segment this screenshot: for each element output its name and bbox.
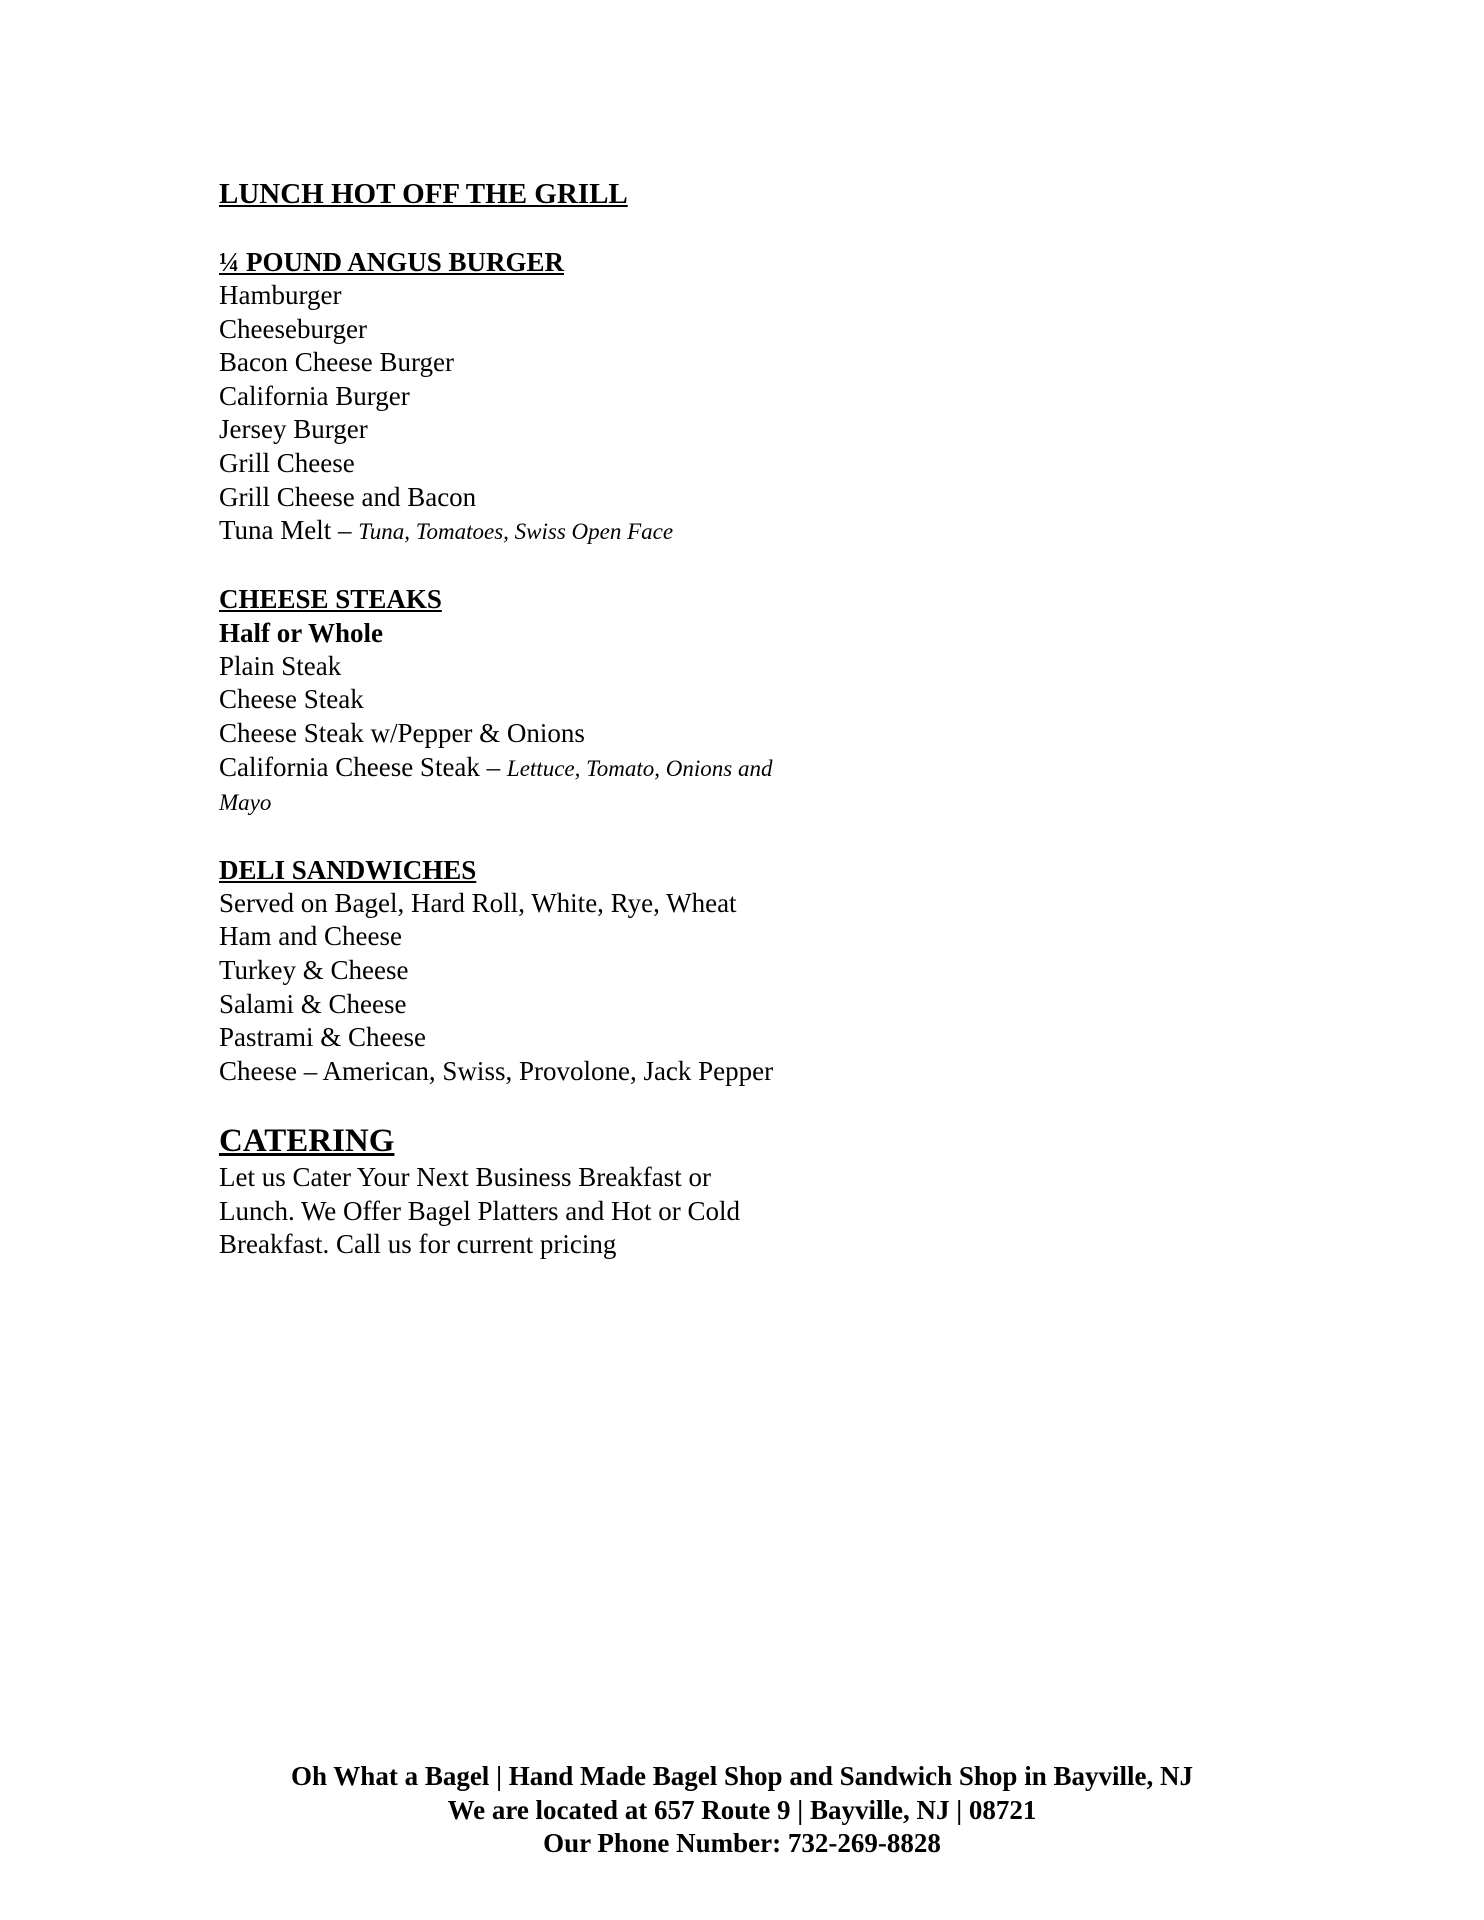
menu-item: Cheese – American, Swiss, Provolone, Jack Pepper [219,1055,774,1086]
catering-text: Let us Cater Your Next Business Breakfast or Lunch. We Offer Bagel Platters and Hot or Cold Breakfast. Call us for current pricing [219,1162,740,1260]
item-name: Tuna Melt – [219,515,352,546]
catering-section [219,1121,779,1262]
deli-section [219,853,779,1089]
menu-item-tuna-melt [219,514,779,549]
menu-item: Pastrami & Cheese [219,1022,426,1053]
menu-item: Cheese Steak w/Pepper & Onions [219,717,585,748]
footer-phone: Our Phone Number: 732-269-8828 [543,1828,941,1859]
menu-item: Grill Cheese [219,447,355,478]
cheese-steaks-subheading: Half or Whole [219,617,384,648]
cheese-steaks-section [219,582,779,820]
footer-address: We are located at 657 Route 9 | Bayville, NJ | 08721 [447,1794,1037,1825]
menu-item: Cheese Steak [219,684,364,715]
catering-heading: CATERING [219,1123,395,1160]
menu-item: Ham and Cheese [219,921,402,952]
burger-section [219,245,779,549]
menu-item: Turkey & Cheese [219,954,409,985]
menu-item: Bacon Cheese Burger [219,347,454,378]
menu-item: Cheeseburger [219,313,367,344]
footer-shop-name: Oh What a Bagel | Hand Made Bagel Shop and Sandwich Shop in Bayville, NJ [291,1761,1193,1791]
burger-heading: ¼ POUND ANGUS BURGER [219,247,565,277]
item-description: Tuna, Tomatoes, Swiss Open Face [358,519,674,545]
deli-heading: DELI SANDWICHES [219,854,477,885]
item-description: Lettuce, Tomato, Onions and Mayo [219,755,773,816]
menu-item: Hamburger [219,280,342,310]
menu-item: Grill Cheese and Bacon [219,481,477,512]
menu-content [219,176,779,1295]
page-title: LUNCH HOT OFF THE GRILL [219,178,628,210]
page-footer [0,1760,1484,1861]
menu-item: Served on Bagel, Hard Roll, White, Rye, Wheat [219,887,737,918]
menu-item-california-cheese-steak [219,751,779,820]
menu-item: California Burger [219,380,410,411]
menu-item: Jersey Burger [219,414,368,445]
menu-item: Salami & Cheese [219,988,407,1019]
cheese-steaks-heading: CHEESE STEAKS [219,583,442,614]
item-name: California Cheese Steak – [219,751,501,782]
menu-item: Plain Steak [219,650,342,681]
